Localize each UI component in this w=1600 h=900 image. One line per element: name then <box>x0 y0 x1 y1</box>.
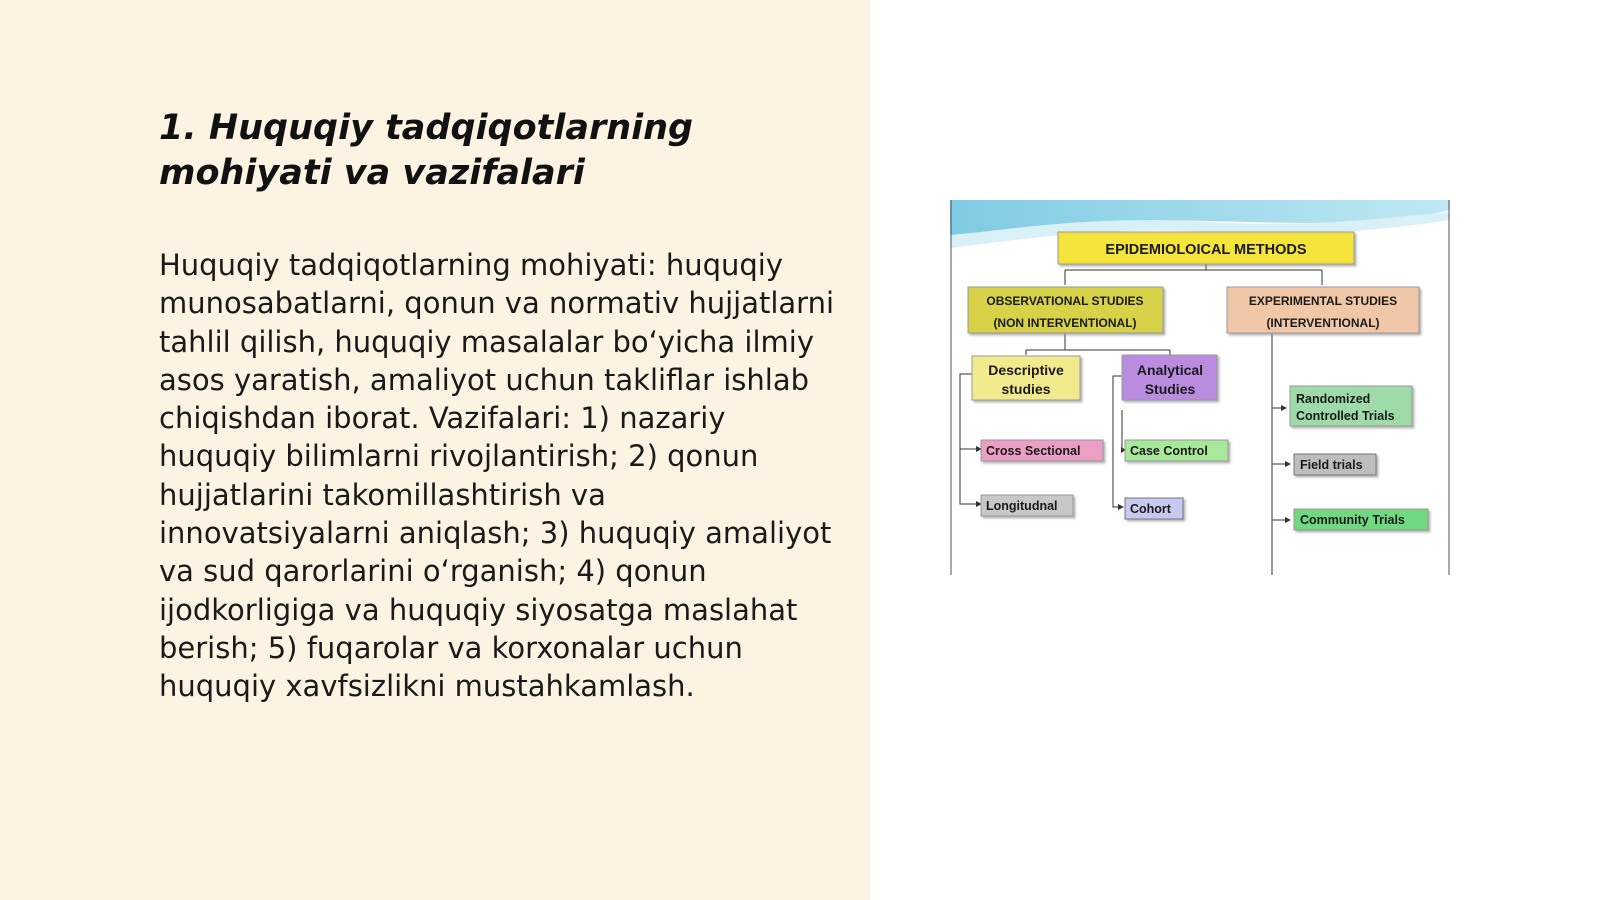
node-experimental-studies <box>1227 287 1419 333</box>
node-randomized-line1: Randomized <box>1296 392 1371 406</box>
node-observational-studies <box>968 287 1163 333</box>
node-experimental-line2: (INTERVENTIONAL) <box>1266 316 1380 330</box>
node-cross-sectional-label: Cross Sectional <box>986 444 1081 458</box>
slide-body-text: Huquqiy tadqiqotlarning mohiyati: huquqiy munosabatlarni, qonun va normativ hujjatlarni tahlil qilish, huquqiy masalalar bo‘yicha ilmiy asos yaratish, amaliyot uchun takliflar ishlab chiqishdan iborat. Vazifalari: 1) nazariy huquqiy bilimlarni rivojlantirish; 2) qonun hujjatlarini takomillashtirish va innovatsiyalarni aniqlash; 3) huquqiy amaliyot va sud qarorlarini o‘rganish; 4) qonun ijodkorligiga va huquqiy siyosatga maslahat berish; 5) fuqarolar va korxonalar uchun huquqiy xavfsizlikni mustahkamlash. <box>159 248 835 704</box>
node-descriptive-studies <box>972 356 1080 400</box>
node-descriptive-line2: studies <box>1001 381 1051 397</box>
node-epidemiological-methods <box>1058 232 1354 264</box>
node-descriptive-line1: Descriptive <box>988 362 1064 378</box>
node-observational-line2: (NON INTERVENTIONAL) <box>993 316 1137 330</box>
node-analytical-line2: Studies <box>1144 381 1196 397</box>
diagram-canvas <box>950 200 1450 575</box>
node-randomized-line2: Controlled Trials <box>1296 409 1395 423</box>
node-field-trials <box>1294 454 1376 475</box>
node-cohort-label: Cohort <box>1130 502 1171 516</box>
epidemiological-methods-diagram <box>950 200 1450 575</box>
node-longitudinal-label: Longitudnal <box>986 499 1058 513</box>
node-field-trials-label: Field trials <box>1300 458 1363 472</box>
node-analytical-line1: Analytical <box>1136 362 1204 378</box>
node-epidemiological-methods-label: EPIDEMIOLOICAL METHODS <box>1105 242 1307 258</box>
node-analytical-studies <box>1122 355 1217 400</box>
node-case-control-label: Case Control <box>1130 444 1208 458</box>
node-cross-sectional <box>981 440 1103 461</box>
node-community-trials-label: Community Trials <box>1300 513 1405 527</box>
node-observational-line1: OBSERVATIONAL STUDIES <box>986 294 1144 308</box>
node-longitudinal <box>981 495 1073 516</box>
node-randomized-controlled-trials <box>1290 386 1412 426</box>
slide-title: 1. Huquqiy tadqiqotlarning mohiyati va vazifalari <box>159 108 694 193</box>
node-case-control <box>1125 440 1228 461</box>
node-community-trials <box>1294 509 1428 530</box>
node-cohort <box>1125 498 1183 519</box>
node-experimental-line1: EXPERIMENTAL STUDIES <box>1248 294 1398 308</box>
